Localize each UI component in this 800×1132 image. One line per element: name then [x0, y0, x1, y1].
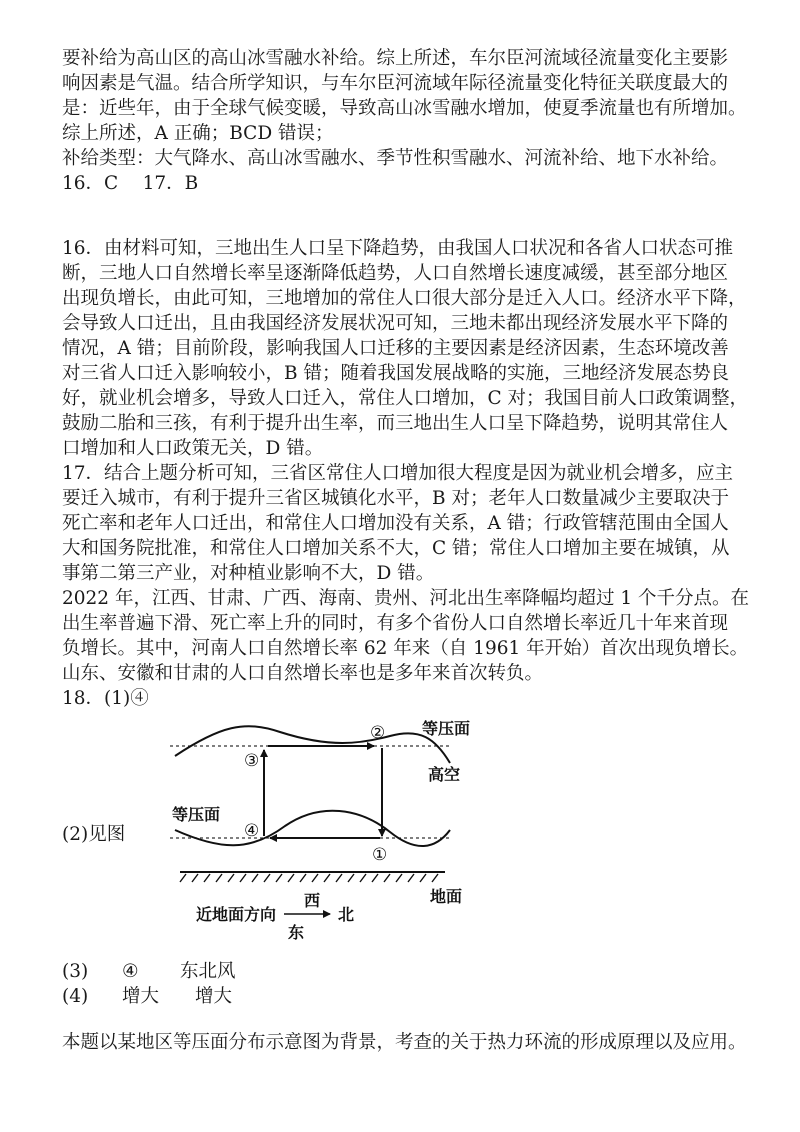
text-line: 事第二第三产业，对种植业影响不大，D 错。	[62, 563, 435, 584]
ground-hatching	[180, 874, 438, 882]
answer-value: ④	[122, 961, 139, 982]
text-line: 综上所述，A 正确；BCD 错误；	[62, 123, 334, 144]
text-line: 山东、安徽和甘肃的人口自然增长率也是多年来首次转负。	[62, 663, 544, 684]
text-line: 情况，A 错；目前阶段，影响我国人口迁移的主要因素是经济因素，生态环境改善	[62, 338, 729, 359]
point-3-label: ③	[244, 751, 260, 771]
upper-isobar-curve	[175, 726, 450, 763]
diagram-caption: (2)见图	[62, 824, 126, 845]
text-line: 补给类型：大气降水、高山冰雪融水、季节性积雪融水、河流补给、地下水补给。	[62, 148, 729, 169]
point-4-label: ④	[244, 821, 260, 841]
paragraph-runoff-analysis	[62, 46, 752, 196]
west-label: 西	[304, 891, 321, 910]
text-line: 本题以某地区等压面分布示意图为背景，考查的关于热力环流的形成原理以及应用。	[62, 1032, 747, 1053]
north-label: 北	[338, 905, 355, 924]
text-line: 16．由材料可知，三地出生人口呈下降趋势，由我国人口状况和各省人口状态可推	[62, 238, 734, 259]
text-line: 17．结合上题分析可知，三省区常住人口增加很大程度是因为就业机会增多，应主	[62, 463, 734, 484]
text-line: 是：近些年，由于全球气候变暖，导致高山冰雪融水增加，使夏季流量也有所增加。	[62, 98, 747, 119]
text-line: 大和国务院批准，和常住人口增加关系不大，C 错；常住人口增加主要在城镇，从	[62, 538, 730, 559]
answer-value: 增大	[122, 986, 160, 1007]
east-label: 东	[288, 923, 305, 942]
text-line: 2022 年，江西、甘肃、广西、海南、贵州、河北出生率降幅均超过 1 个千分点。在	[62, 588, 749, 609]
ground-label: 地面	[430, 887, 463, 906]
point-1-label: ①	[372, 845, 388, 865]
answer-row-4	[62, 985, 232, 1009]
isobar-diagram	[160, 708, 480, 958]
paragraph-question-16	[62, 236, 752, 461]
answer-value: 增大	[195, 986, 233, 1007]
footer-summary	[62, 1030, 772, 1055]
text-line: 要迁入城市，有利于提升三省区城镇化水平，B 对；老年人口数量减少主要取决于	[62, 488, 729, 509]
upper-isobar-label: 等压面	[422, 719, 471, 738]
answer-number: (4)	[62, 986, 89, 1007]
point-2-label: ②	[370, 723, 386, 743]
text-line: 会导致人口迁出，且由我国经济发展状况可知，三地未都出现经济发展水平下降的	[62, 313, 729, 334]
text-line: 负增长。其中，河南人口自然增长率 62 年来（自 1961 年开始）首次出现负增长。	[62, 638, 749, 659]
answer-18-1: 18．(1)④	[62, 688, 149, 709]
lower-isobar-label: 等压面	[172, 805, 221, 824]
answer-value: 东北风	[180, 961, 236, 982]
text-line: 出生率普遍下滑、死亡率上升的同时，有多个省份人口自然增长率近几十年来首现	[62, 613, 729, 634]
text-line: 鼓励二胎和三孩，有利于提升出生率，而三地出生人口呈下降趋势，说明其常住人	[62, 413, 729, 434]
paragraph-question-17	[62, 461, 752, 711]
text-line: 死亡率和老年人口迁出，和常住人口增加没有关系，A 错；行政管辖范围由全国人	[62, 513, 729, 534]
text-line: 要补给为高山区的高山冰雪融水补给。综上所述，车尔臣河流域径流量变化主要影	[62, 48, 729, 69]
text-line: 对三省人口迁入影响较小，B 错；随着我国发展战略的实施，三地经济发展态势良	[62, 363, 729, 384]
direction-label: 近地面方向	[196, 905, 277, 924]
text-line: 响因素是气温。结合所学知识，与车尔臣河流域年际径流量变化特征关联度最大的	[62, 73, 729, 94]
text-line: 口增加和人口政策无关，D 错。	[62, 438, 324, 459]
text-line: 断，三地人口自然增长率呈逐渐降低趋势，人口自然增长速度减缓，甚至部分地区	[62, 263, 729, 284]
text-line: 好，就业机会增多，导致人口迁入，常住人口增加，C 对；我国目前人口政策调整，	[62, 388, 749, 409]
answer-16-17: 16．C 17．B	[62, 173, 199, 194]
text-line: 出现负增长，由此可知，三地增加的常住人口很大部分是迁入人口。经济水平下降，	[62, 288, 747, 309]
answer-row-3	[62, 960, 236, 984]
answer-number: (3)	[62, 961, 89, 982]
upper-air-label: 高空	[428, 765, 461, 784]
